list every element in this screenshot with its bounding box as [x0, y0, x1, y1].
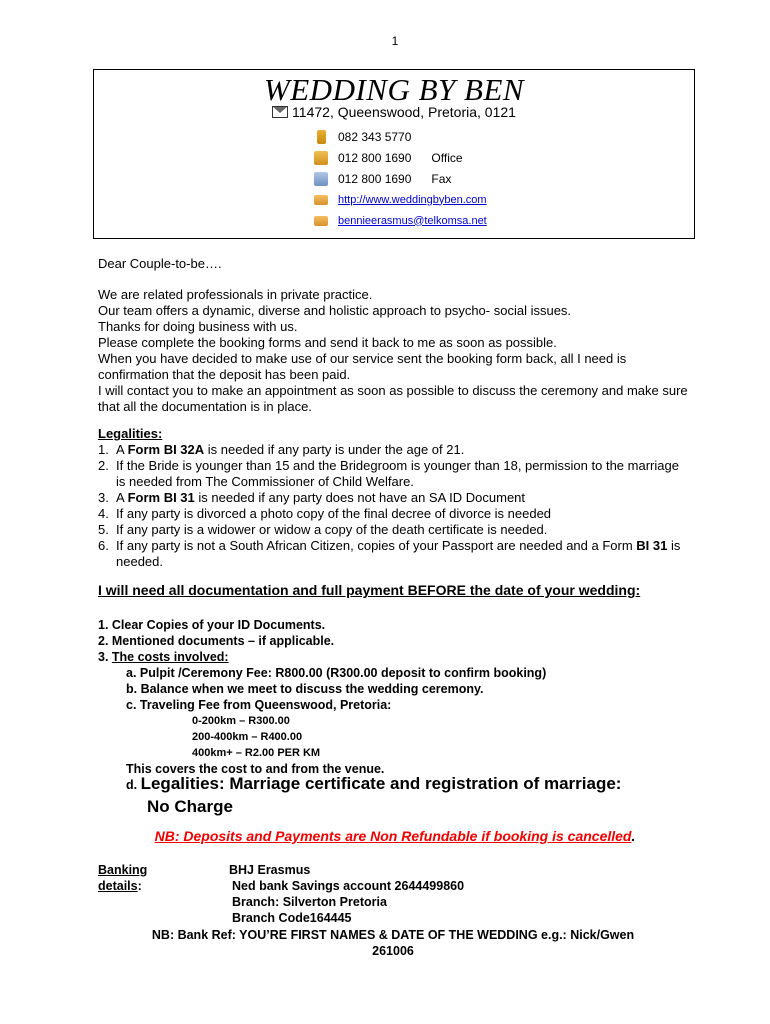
legalities-list — [98, 442, 688, 570]
address-text: 11472, Queenswood, Pretoria, 0121 — [292, 104, 516, 120]
contact-label: Fax — [431, 171, 452, 186]
banking-label: Banking details: — [98, 863, 148, 893]
mobile-phone-icon — [317, 130, 326, 144]
payment-list — [98, 617, 546, 777]
contact-fax — [314, 168, 487, 189]
refund-notice: NB: Deposits and Payments are Non Refundable if booking is cancelled. — [154, 828, 636, 844]
payment-heading: I will need all documentation and full payment BEFORE the date of your wedding: — [98, 582, 641, 598]
list-item: 5. If any party is a widower or widow a copy of the death certificate is needed. — [98, 522, 548, 537]
travel-fee: 0-200km – R300.00 — [192, 715, 290, 727]
contact-text: 012 800 1690 — [338, 171, 412, 186]
list-item: 2. Mentioned documents – if applicable. — [98, 634, 335, 648]
page-number: 1 — [391, 34, 399, 48]
greeting: Dear Couple-to-be…. — [98, 256, 222, 271]
travel-fee: 400km+ – R2.00 PER KM — [192, 747, 321, 759]
bank-reference-note: NB: Bank Ref: YOU’RE FIRST NAMES & DATE OF THE WEDDING e.g.: Nick/Gwen 261006 — [151, 928, 635, 958]
intro-line: Please complete the booking forms and send it back to me as soon as possible. — [98, 335, 557, 350]
covers-note: This covers the cost to and from the venue. — [126, 762, 385, 776]
legalities-section — [98, 426, 688, 570]
fee-item: c. Traveling Fee from Queenswood, Pretoria: — [126, 698, 392, 712]
legalities-heading: Legalities: — [98, 426, 163, 441]
list-item: 1. Clear Copies of your ID Documents. — [98, 618, 326, 632]
website-link[interactable]: http://www.weddingbyben.com — [338, 193, 487, 206]
list-item: 6. If any party is not a South African Citizen, copies of your Passport are needed and a Form BI 31 is needed. — [98, 538, 681, 569]
list-item: 3. A Form BI 31 is needed if any party does not have an SA ID Document — [98, 490, 526, 505]
telephone-icon — [314, 151, 328, 165]
fax-icon — [314, 172, 328, 186]
url-sign-icon — [314, 216, 328, 226]
banking-lines: BHJ Erasmus Ned bank Savings account 2644499860 Branch: Silverton Pretoria Branch Code164445 — [229, 863, 465, 925]
email-link[interactable]: bennieerasmus@telkomsa.net — [338, 214, 487, 227]
intro-line: We are related professionals in private practice. — [98, 287, 373, 302]
contact-label: Office — [431, 150, 463, 165]
travel-fee: 200-400km – R400.00 — [192, 731, 303, 743]
postal-address — [94, 104, 694, 120]
fee-item: b. Balance when we meet to discuss the wedding ceremony. — [126, 682, 484, 696]
intro-paragraph — [98, 287, 688, 415]
contact-office — [314, 147, 487, 168]
intro-line: Our team offers a dynamic, diverse and holistic approach to psycho- social issues. — [98, 303, 572, 318]
url-sign-icon — [314, 195, 328, 205]
letterhead-box — [93, 69, 695, 239]
list-item: 2. If the Bride is younger than 15 and the Bridegroom is younger than 18, permission to the marriage is needed from The Commissioner of Child Welfare. — [98, 458, 679, 489]
contact-list — [314, 126, 487, 231]
legalities-fee: d. Legalities: Marriage certificate and registration of marriage: No Charge — [126, 774, 622, 816]
intro-line: Thanks for doing business with us. — [98, 319, 298, 334]
list-item: 3. The costs involved: — [98, 650, 229, 664]
contact-mobile — [314, 126, 487, 147]
business-title: WEDDING BY BEN — [263, 72, 525, 107]
contact-website[interactable] — [314, 189, 487, 210]
fee-item: a. Pulpit /Ceremony Fee: R800.00 (R300.00 deposit to confirm booking) — [126, 666, 547, 680]
intro-line: I will contact you to make an appointment as soon as possible to discuss the ceremony and make sure that all the documentation is in place. — [98, 383, 688, 414]
envelope-icon — [272, 106, 288, 118]
contact-text: 082 343 5770 — [338, 129, 412, 144]
list-item: 1. A Form BI 32A is needed if any party is under the age of 21. — [98, 442, 465, 457]
list-item: 4. If any party is divorced a photo copy of the final decree of divorce is needed — [98, 506, 552, 521]
contact-email[interactable] — [314, 210, 487, 231]
contact-text: 012 800 1690 — [338, 150, 412, 165]
intro-line: When you have decided to make use of our service sent the booking form back, all I need is confirmation that the deposit has been paid. — [98, 351, 627, 382]
